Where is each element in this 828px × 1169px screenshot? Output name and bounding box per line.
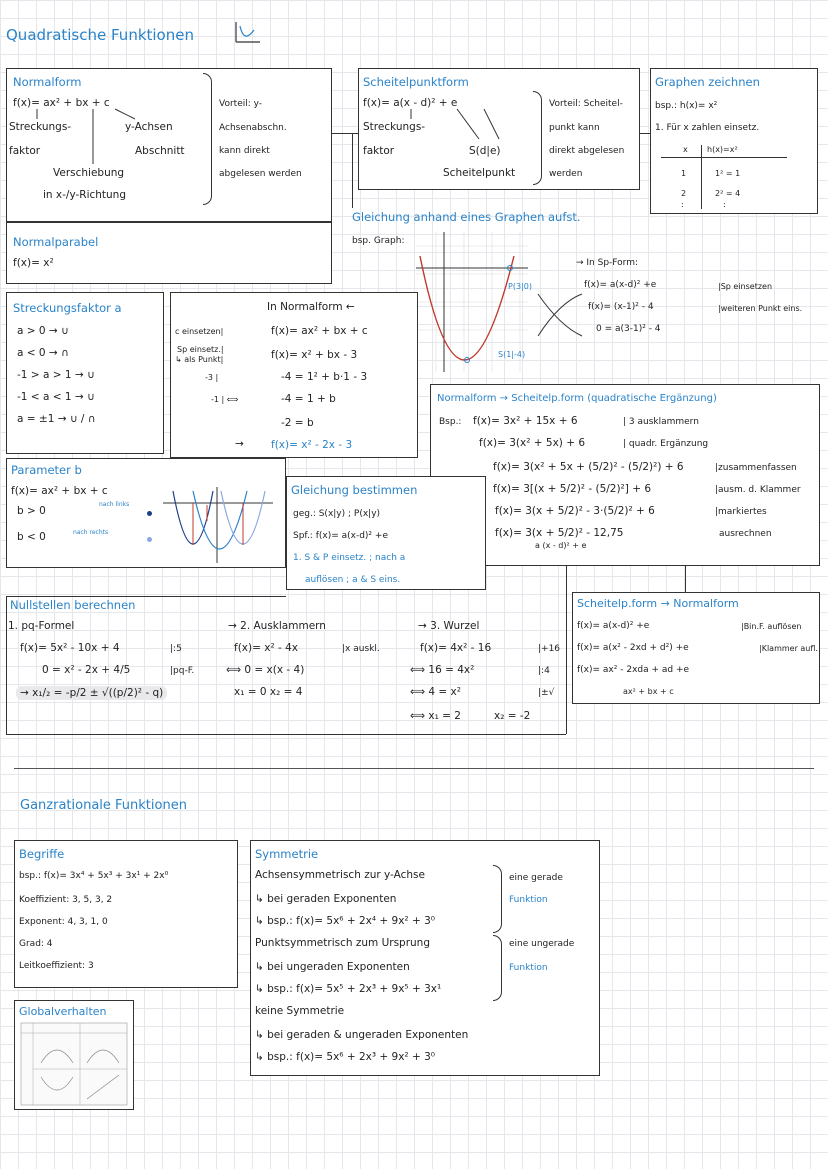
- sn-line: f(x)= ax² - 2xda + ad +e: [577, 665, 690, 675]
- normalform-title: Normalform: [13, 75, 82, 89]
- graphen-example: bsp.: h(x)= x²: [655, 101, 718, 111]
- ergaenzung-line: f(x)= 3x² + 15x + 6: [473, 415, 578, 427]
- ausklammern-title: → 2. Ausklammern: [228, 620, 326, 632]
- faktor-label: faktor: [9, 145, 41, 157]
- sym-side: Funktion: [509, 963, 548, 973]
- ergaenzung-note: |ausm. d. Klammer: [715, 485, 801, 495]
- page-title: Quadratische Funktionen: [6, 26, 194, 44]
- normalparabel-box: [6, 222, 332, 284]
- ergaenzung-note: ausrechnen: [719, 529, 772, 539]
- gg-line: f(x)= (x-1)² - 4: [588, 302, 654, 312]
- gleichung-graph-example: bsp. Graph:: [352, 236, 405, 246]
- ergaenzung-note: | 3 ausklammern: [623, 417, 699, 427]
- dot-light-blue: [147, 537, 152, 542]
- b-positive: b > 0: [17, 505, 46, 517]
- in-normalform-result: f(x)= x² - 2x - 3: [271, 439, 353, 451]
- spf-formula: f(x)= a(x - d)² + e: [363, 97, 458, 109]
- wurzel-line: ⟺ 16 = 4x²: [410, 664, 475, 676]
- streckungsfaktor-title: Streckungsfaktor a: [13, 301, 122, 315]
- connector: [685, 565, 686, 595]
- vorteil-line: Vorteil: y-: [219, 99, 263, 109]
- parameter-b-box: [6, 458, 286, 568]
- nach-links: nach links: [99, 501, 130, 508]
- sym-side: eine ungerade: [509, 939, 575, 949]
- side-note: ↳ als Punkt|: [175, 355, 224, 364]
- sym-line: ↳ bei ungeraden Exponenten: [255, 961, 410, 973]
- in-normalform-box: [170, 292, 418, 458]
- spform-arrow: → In Sp-Form:: [576, 258, 638, 268]
- table-cell: 2: [681, 189, 687, 198]
- vorteil-line: werden: [549, 169, 583, 179]
- richtung-label: in x-/y-Richtung: [43, 189, 127, 201]
- sym-line: ↳ bsp.: f(x)= 5x⁶ + 2x³ + 9x² + 3⁰: [255, 1051, 436, 1063]
- ausklammern-line: f(x)= x² - 4x: [234, 642, 299, 654]
- vorteil-line: kann direkt: [219, 146, 270, 156]
- side-note: Sp einsetz.|: [177, 345, 224, 354]
- b-negative: b < 0: [17, 531, 46, 543]
- gb-line: geg.: S(x|y) ; P(x|y): [293, 509, 381, 519]
- arrow: →: [235, 438, 244, 450]
- sn-note: |Klammer aufl.: [759, 644, 818, 653]
- begriffe-line: Grad: 4: [19, 939, 53, 949]
- sym-line: Punktsymmetrisch zum Ursprung: [255, 937, 431, 949]
- side-note: -3 |: [205, 373, 219, 382]
- in-normalform-line: f(x)= x² + bx - 3: [271, 349, 358, 361]
- sym-side: eine gerade: [509, 873, 563, 883]
- connector: [352, 133, 353, 208]
- nullstellen-border-top: [6, 596, 286, 597]
- p-label: P(3|0): [508, 282, 532, 291]
- gg-note: |weiteren Punkt eins.: [718, 304, 803, 313]
- parameter-b-title: Parameter b: [11, 463, 82, 477]
- streckung-item: a > 0 → ∪: [17, 325, 69, 337]
- pq-note: |pq-F.: [170, 666, 195, 676]
- ergaenzung-line: f(x)= 3(x² + 5x + (5/2)² - (5/2)²) + 6: [493, 461, 684, 473]
- arrows: [7, 69, 333, 223]
- table-vline: [701, 145, 702, 209]
- symmetrie-box: [250, 840, 600, 1076]
- table-cell: 2² = 4: [715, 189, 741, 198]
- ergaenzung-title-text: Normalform → Scheitelp.form (quadratische Ergänzung): [437, 393, 717, 404]
- nullstellen-title: Nullstellen berechnen: [10, 598, 136, 612]
- streckung-item: a < 0 → ∩: [17, 347, 69, 359]
- gg-line: 0 = a(3-1)² - 4: [596, 324, 661, 334]
- brace: [493, 865, 502, 933]
- brace: [533, 91, 542, 185]
- vorteil-line: Achsenabschn.: [219, 123, 287, 133]
- normalform-formula: f(x)= ax² + bx + c: [13, 97, 110, 109]
- sym-line: ↳ bsp.: f(x)= 5x⁵ + 2x³ + 9x⁵ + 3x¹: [255, 983, 442, 995]
- in-normalform-line: -2 = b: [281, 417, 314, 429]
- table-cell: 1: [681, 169, 687, 178]
- pq-formula: → x₁/₂ = -p/2 ± √((p/2)² - q): [16, 686, 167, 700]
- normalparabel-formula: f(x)= x²: [13, 257, 54, 269]
- pq-title: 1. pq-Formel: [8, 620, 75, 632]
- gb-line: auflösen ; a & S eins.: [305, 575, 401, 585]
- table-dots: :: [723, 200, 726, 209]
- abschnitt-label: Abschnitt: [135, 145, 185, 157]
- in-normalform-line: -4 = 1 + b: [281, 393, 336, 405]
- nullstellen-border-right: [566, 566, 567, 734]
- gleichung-bestimmen-title: Gleichung bestimmen: [291, 483, 418, 497]
- streckungs-label: Streckungs-: [9, 121, 72, 133]
- brace: [203, 73, 212, 205]
- wurzel-line: ⟺ 4 = x²: [410, 686, 461, 698]
- parameter-b-graph: [163, 487, 273, 563]
- symmetrie-title: Symmetrie: [255, 847, 319, 861]
- graphen-title: Graphen zeichnen: [655, 75, 760, 89]
- nach-rechts: nach rechts: [73, 529, 109, 536]
- streckung-item: -1 > a > 1 → ∪: [17, 369, 95, 381]
- s-label: S(1|-4): [498, 350, 526, 359]
- streckungsfaktor-box: [6, 292, 164, 454]
- wurzel-note: |:4: [538, 666, 550, 676]
- graphen-zeichnen-box: [650, 68, 818, 214]
- begriffe-line: bsp.: f(x)= 3x⁴ + 5x³ + 3x¹ + 2x⁰: [19, 871, 169, 881]
- wurzel-note: |+16: [538, 644, 561, 654]
- table-hline: [661, 157, 787, 158]
- in-normalform-title: In Normalform ←: [267, 301, 355, 313]
- sde-point: S(d|e): [469, 145, 501, 157]
- begriffe-box: [14, 840, 238, 988]
- ganzrational-title: Ganzrationale Funktionen: [20, 798, 187, 813]
- wurzel-line: f(x)= 4x² - 16: [420, 642, 492, 654]
- verschiebung-label: Verschiebung: [53, 167, 125, 179]
- ergaenzung-note: | quadr. Ergänzung: [623, 439, 709, 449]
- ergaenzung-line: f(x)= 3(x + 5/2)² - 3·(5/2)² + 6: [495, 505, 655, 517]
- in-normalform-line: -4 = 1² + b·1 - 3: [281, 371, 368, 383]
- ergaenzung-box: [430, 384, 820, 566]
- scheitelpunktform-title: Scheitelpunktform: [363, 75, 469, 89]
- gg-line: f(x)= a(x-d)² +e: [584, 280, 657, 290]
- gleichung-bestimmen-box: [286, 476, 486, 590]
- sym-side: Funktion: [509, 895, 548, 905]
- globalverhalten-mini-table: [21, 1023, 127, 1105]
- vorteil-line: punkt kann: [549, 123, 600, 133]
- nullstellen-border-left: [6, 596, 7, 734]
- yachsen-label: y-Achsen: [125, 121, 173, 133]
- gb-line: 1. S & P einsetz. ; nach a: [293, 553, 406, 563]
- gb-line: Spf.: f(x)= a(x-d)² +e: [293, 531, 388, 541]
- wurzel-note: |±√: [538, 688, 555, 698]
- in-normalform-line: f(x)= ax² + bx + c: [271, 325, 368, 337]
- scheitelpunkt-label: Scheitelpunkt: [443, 167, 516, 179]
- pq-line: 0 = x² - 2x + 4/5: [42, 664, 131, 676]
- table-header: x: [683, 145, 688, 154]
- wurzel-title: → 3. Wurzel: [418, 620, 480, 632]
- streckung-item: a = ±1 → ∪ / ∩: [17, 413, 96, 425]
- sn-line: ax² + bx + c: [623, 687, 674, 696]
- parameter-b-formula: f(x)= ax² + bx + c: [11, 485, 108, 497]
- cross-arrows: [536, 292, 584, 338]
- gleichung-graph-title: Gleichung anhand eines Graphen aufst.: [352, 210, 581, 224]
- nullstellen-border-bottom: [6, 734, 566, 735]
- normalparabel-title: Normalparabel: [13, 235, 99, 249]
- side-note: -1 | ⟺: [211, 395, 239, 404]
- begriffe-line: Leitkoeffizient: 3: [19, 961, 94, 971]
- graphen-step: 1. Für x zahlen einsetz.: [655, 123, 760, 133]
- table-cell: 1² = 1: [715, 169, 741, 178]
- begriffe-line: Koeffizient: 3, 5, 3, 2: [19, 895, 113, 905]
- wurzel-line: ⟺ x₁ = 2: [410, 710, 461, 722]
- scheitel-normal-box: [572, 592, 820, 704]
- ergaenzung-line: f(x)= 3[(x + 5/2)² - (5/2)²] + 6: [493, 483, 652, 495]
- ergaenzung-example: Bsp.:: [439, 417, 462, 427]
- normalform-box: [6, 68, 332, 222]
- pq-note: |:5: [170, 644, 182, 654]
- sym-line: ↳ bei geraden Exponenten: [255, 893, 397, 905]
- side-note: c einsetzen|: [175, 327, 224, 336]
- ausklammern-line: ⟺ 0 = x(x - 4): [226, 664, 305, 676]
- section-divider: [14, 768, 814, 769]
- scheitel-normal-title: Scheitelp.form → Normalform: [577, 597, 739, 610]
- begriffe-title: Begriffe: [19, 847, 65, 861]
- table-dots: :: [681, 200, 684, 209]
- vorteil-line: direkt abgelesen: [549, 146, 625, 156]
- sym-line: keine Symmetrie: [255, 1005, 345, 1017]
- faktor-label: faktor: [363, 145, 395, 157]
- axes-icon: [232, 20, 262, 46]
- ergaenzung-line: f(x)= 3(x + 5/2)² - 12,75: [495, 527, 624, 539]
- begriffe-line: Exponent: 4, 3, 1, 0: [19, 917, 108, 927]
- ergaenzung-under: a (x - d)² + e: [535, 541, 587, 550]
- globalverhalten-box: [14, 1000, 134, 1110]
- streckungs-label: Streckungs-: [363, 121, 426, 133]
- sn-line: f(x)= a(x² - 2xd + d²) +e: [577, 643, 689, 653]
- sn-note: |Bin.F. auflösen: [741, 622, 802, 631]
- table-header: h(x)=x²: [707, 145, 738, 154]
- sym-line: ↳ bei geraden & ungeraden Exponenten: [255, 1029, 469, 1041]
- wurzel-line: x₂ = -2: [494, 710, 531, 722]
- ausklammern-note: |x auskl.: [342, 644, 380, 654]
- globalverhalten-title: Globalverhalten: [19, 1005, 107, 1018]
- ergaenzung-line: f(x)= 3(x² + 5x) + 6: [479, 437, 586, 449]
- ergaenzung-note: |markiertes: [715, 507, 767, 517]
- streckung-item: -1 < a < 1 → ∪: [17, 391, 95, 403]
- sym-line: ↳ bsp.: f(x)= 5x⁶ + 2x⁴ + 9x² + 3⁰: [255, 915, 436, 927]
- gg-note: |Sp einsetzen: [718, 282, 773, 291]
- ausklammern-line: x₁ = 0 x₂ = 4: [234, 686, 303, 698]
- vorteil-line: abgelesen werden: [219, 169, 302, 179]
- ergaenzung-note: |zusammenfassen: [715, 463, 797, 473]
- vorteil-line: Vorteil: Scheitel-: [549, 99, 623, 109]
- pq-line: f(x)= 5x² - 10x + 4: [20, 642, 120, 654]
- brace: [493, 935, 502, 1001]
- nullstellen-box: [6, 596, 566, 734]
- scheitelpunktform-box: [358, 68, 640, 190]
- ergaenzung-title: [437, 393, 717, 404]
- dot-dark-blue: [147, 511, 152, 516]
- sn-line: f(x)= a(x-d)² +e: [577, 621, 650, 631]
- sym-line: Achsensymmetrisch zur y-Achse: [255, 869, 425, 881]
